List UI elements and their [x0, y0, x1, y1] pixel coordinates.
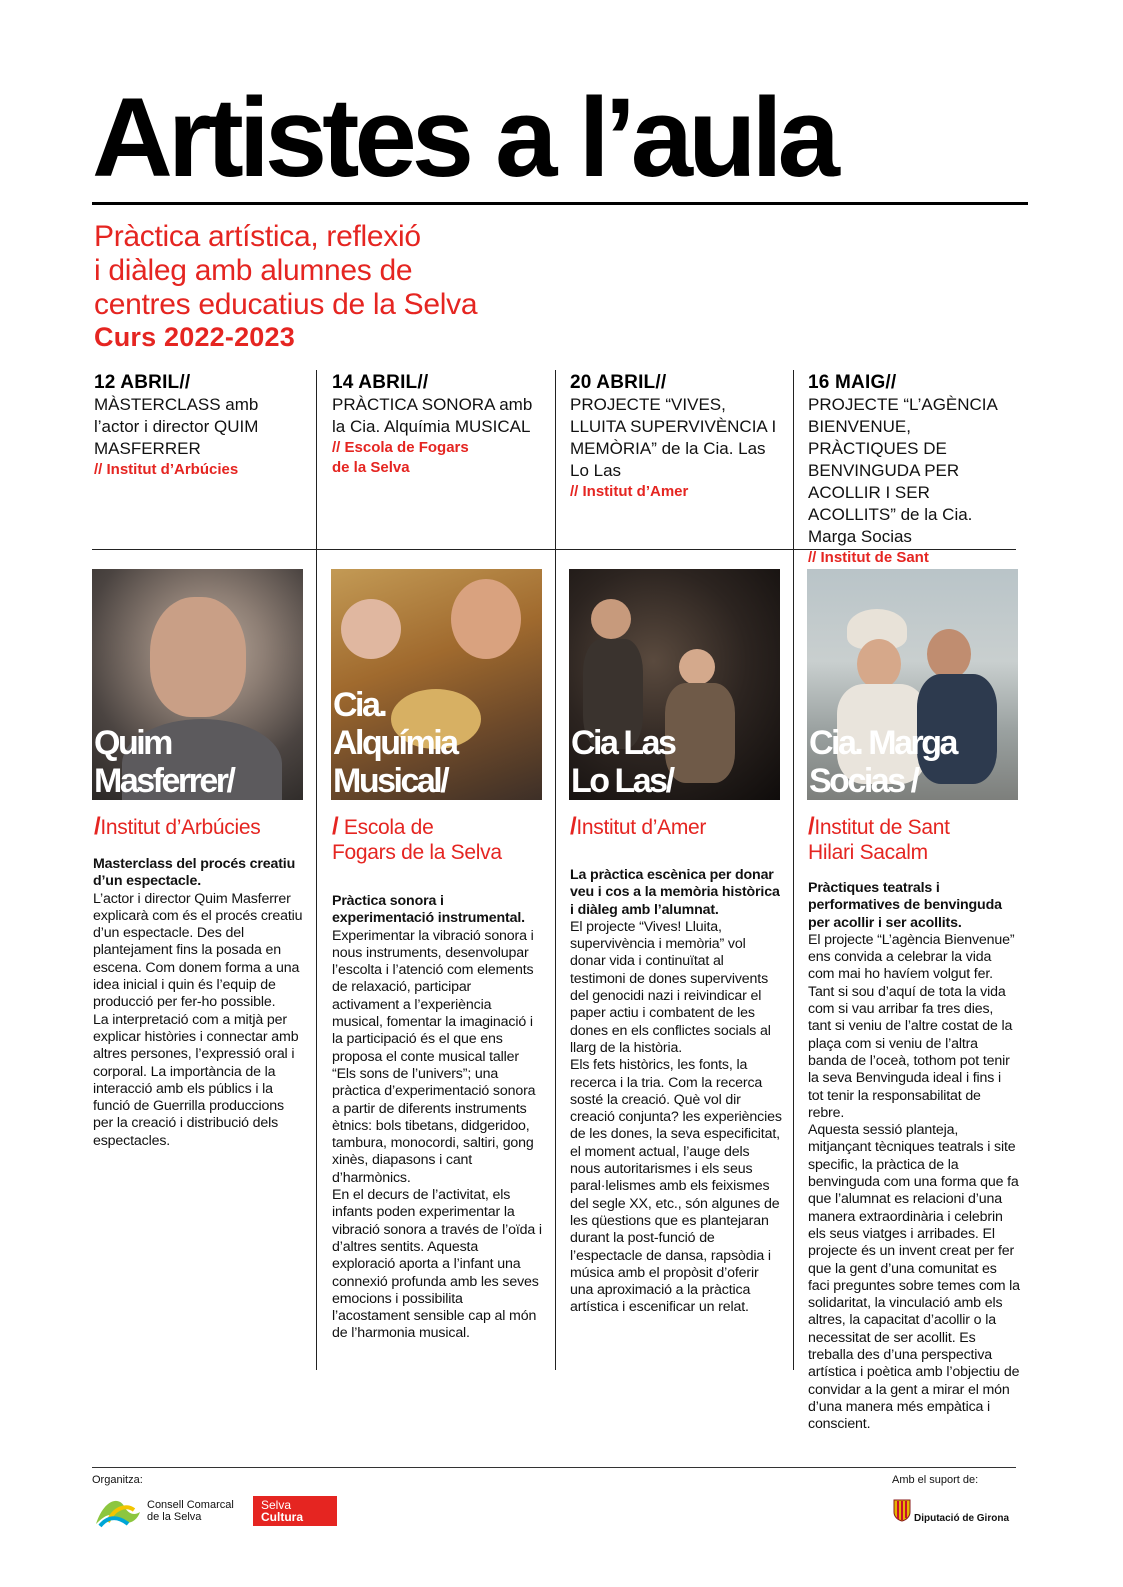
institution-heading-4: /Institut de Sant Hilari Sacalm [808, 813, 950, 864]
body-paragraph: Aquesta sessió planteja, mitjançant tècniques teatrals i site specific, la pràctica de la benvinguda com una forma que fa que l’alumnat es relacioni d’una manera extraordinària i celebrin els seus viatges i arribades. El projecte és un invent creat per fer que la gent d’una comunitat es faci preguntes sobre temes com la solidaritat, la vinculació amb els altres, la capacitat d’acollir o la necessitat de ser acollit. Es treballa des d’una perspectiva artística i poètica amb l’objectiu de convidar a la gent a mirar el món d’una manera més empàtica i conscient. [808, 1122, 1020, 1433]
body-title: Pràctiques teatrals i performatives de benvinguda per acollir i ser acollits. [808, 880, 1002, 931]
body-paragraph: Experimentar la vibració sonora i nous instruments, desenvolupar l’escolta i l’atenció com elements de relaxació, participar activament a l’experiència musical, fomentar la imaginació i la participació és el que ens proposa el conte musical taller “Els sons de l’univers”; una pràctica d’experimentació sonora a partir de diferents instruments ètnics: bols tibetans, didgeridoo, tambura, monocordi, saltiri, gong xinès, diapasons i cant d’harmònics. [332, 927, 536, 1186]
body-paragraph: El projecte “Vives! Lluita, supervivència i memòria” vol donar vida i continuïtat al testimoni de dones supervivents del genocidi nazi i reivindicar el paper actiu i combatent de les dones en els conflictes socials al llarg de la història. [570, 918, 771, 1056]
event-body-3 [570, 867, 782, 1317]
subtitle-line-2: i diàleg amb alumnes de [94, 254, 413, 287]
slash-mark: / [332, 813, 339, 840]
column-divider [793, 370, 794, 1370]
diputacio-shield-icon [893, 1498, 911, 1522]
event-date: 16 MAIG// [808, 372, 897, 393]
consell-comarcal-name: Consell Comarcal de la Selva [147, 1499, 234, 1523]
column-divider [316, 370, 317, 1370]
column-divider [555, 370, 556, 1370]
support-label: Amb el suport de: [892, 1474, 979, 1486]
event-date: 12 ABRIL// [94, 372, 191, 393]
poster-title: Artistes a l’aula [92, 75, 835, 200]
subtitle [94, 220, 614, 322]
slash-mark: / [94, 813, 101, 840]
selva-cultura-logo: Selva Cultura [253, 1496, 337, 1526]
body-title: Pràctica sonora i experimentació instrumental. [332, 893, 525, 927]
event-body-2 [332, 893, 542, 1343]
body-paragraph: L’actor i director Quim Masferrer explicarà com és el procés creatiu d’un espectacle. Des del plantejament fins la posada en escena. Com donem forma a una idea inicial i quin és l’equip de producció per fer-ho possible. [93, 890, 303, 1011]
event-header-2 [332, 372, 542, 478]
body-paragraph: El projecte “L’agència Bienvenue” ens convida a celebrar la vida com mai ho havíem volgut fer. Tant si sou d’aquí de tota la vida com si vau arribar fa tres dies, tant si veniu de l’altre costat de la plaça com si veniu de l’altra banda de l’oceà, tothom pot tenir la seva Benvinguda ideal i fins i tot tenir la responsabilitat de rebre. [808, 931, 1015, 1121]
organizer-label: Organitza: [92, 1474, 143, 1486]
institution-heading-1: /Institut d’Arbúcies [94, 813, 261, 840]
event-header-1 [94, 372, 304, 480]
institution-heading-2: / Escola de Fogars de la Selva [332, 813, 502, 864]
course-label: Curs 2022-2023 [94, 322, 295, 352]
photo-caption: Cia Las Lo Las/ [571, 724, 675, 800]
slash-mark: / [808, 813, 815, 840]
subtitle-line-1: Pràctica artística, reflexió [94, 220, 421, 253]
event-body-4 [808, 880, 1020, 1434]
consell-comarcal-logo-icon [94, 1494, 142, 1528]
body-title: Masterclass del procés creatiu d’un espectacle. [93, 856, 296, 890]
event-description: PRÀCTICA SONORA amb la Cia. Alquímia MUSICAL [332, 395, 533, 436]
event-venue: // Institut de Sant [808, 549, 929, 566]
event-date: 14 ABRIL// [332, 372, 429, 393]
slash-mark: / [570, 813, 577, 840]
event-description: PROJECTE “VIVES, LLUITA SUPERVIVÈNCIA I MEMÒRIA” de la Cia. Las Lo Las [570, 395, 777, 480]
body-paragraph: Els fets històrics, les fonts, la recerca i la tria. Com la recerca sosté la creació. Què vol dir creació conjunta? les experiències de les dones, la seva especificitat, el moment actual, l’auge dels nous autoritarismes i els seus paral·lelismes amb els feixismes del segle XX, etc., són algunes de les qüestions que es plantejaran durant la post-funció de l’espectacle de dansa, rapsòdia i música amb el propòsit d’oferir una aproximació a la pràctica artística i escenificar un relat. [570, 1057, 782, 1316]
photo-caption: Quim Masferrer/ [94, 724, 234, 800]
artist-photo-las-lo-las [569, 569, 780, 800]
body-title: La pràctica escènica per donar veu i cos a la memòria històrica i diàleg amb l’alumnat. [570, 867, 780, 918]
event-venue: // Escola de Fogars de la Selva [332, 439, 469, 476]
event-description: MÀSTERCLASS amb l’actor i director QUIM MASFERRER [94, 395, 259, 458]
institution-heading-3: /Institut d’Amer [570, 813, 707, 840]
artist-photo-quim-masferrer [92, 569, 303, 800]
event-date: 20 ABRIL// [570, 372, 667, 393]
title-rule [92, 202, 1028, 205]
event-venue: // Institut d’Amer [570, 483, 689, 500]
subtitle-line-3: centres educatius de la Selva [94, 288, 478, 321]
body-paragraph: En el decurs de l’activitat, els infants poden experimentar la vibració sonora a través de l’oïda i d’altres sentits. Aquesta exploració aporta a l’infant una connexió profunda amb les seves emocions i possibilita l’acostament sensible cap al món de l’harmonia musical. [332, 1187, 542, 1342]
event-description: PROJECTE “L’AGÈNCIA BIENVENUE, PRÀCTIQUES DE BENVINGUDA PER ACOLLIR I SER ACOLLITS” de la Cia. Marga Socias [808, 395, 997, 546]
diputacio-name: Diputació de Girona [914, 1513, 1010, 1524]
photo-caption: Cia. Marga Socias / [809, 724, 956, 800]
event-body-1 [93, 856, 303, 1150]
footer-rule [92, 1467, 1016, 1468]
event-venue: // Institut d’Arbúcies [94, 461, 239, 478]
photo-caption: Cia. Alquímia Musical/ [333, 686, 457, 800]
event-header-3 [570, 372, 782, 502]
body-paragraph: La interpretació com a mitjà per explicar històries i connectar amb altres persones, l’expressió oral i corporal. La importància de la interacció amb els públics i la funció de Guerrilla produccions per la creació i distribució dels espectacles. [93, 1011, 299, 1149]
artist-photo-alquimia-musical [331, 569, 542, 800]
event-header-4 [808, 372, 1018, 588]
artist-photo-marga-socias [807, 569, 1018, 800]
